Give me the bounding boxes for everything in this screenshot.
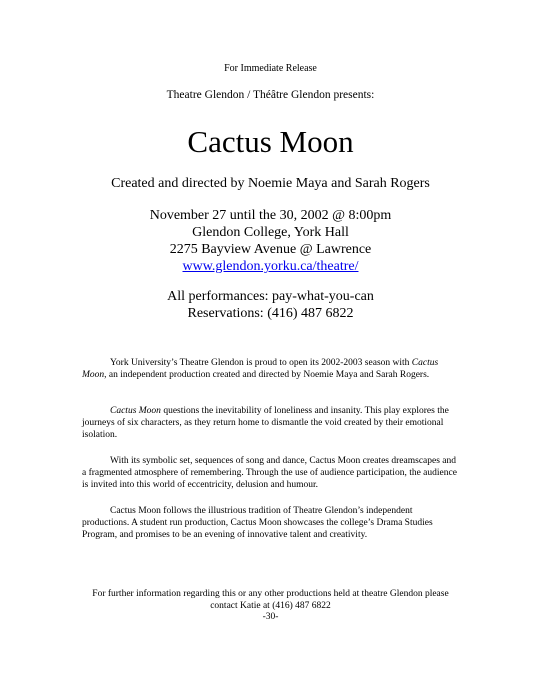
event-dates: November 27 until the 30, 2002 @ 8:00pm bbox=[149, 208, 392, 223]
release-label: For Immediate Release bbox=[224, 63, 317, 74]
credits-line: Created and directed by Noemie Maya and Sarah Rogers bbox=[111, 176, 430, 191]
footer-contact bbox=[0, 588, 541, 612]
p1-text-a: York University’s Theatre Glendon is proud to open its 2002-2003 season with bbox=[110, 358, 412, 368]
footer-line-2: contact Katie at (416) 487 6822 bbox=[210, 601, 331, 611]
end-marker: -30- bbox=[262, 612, 279, 622]
event-details bbox=[0, 207, 541, 275]
reservations-line: Reservations: (416) 487 6822 bbox=[187, 306, 354, 321]
presenter-line: Theatre Glendon / Théâtre Glendon presents: bbox=[166, 89, 375, 101]
body-paragraph-1 bbox=[82, 357, 462, 381]
p2-text: questions the inevitability of loneliness and insanity. This play explores the journeys of six characters, as they return home to dismantle the void created by their emotional isolation. bbox=[82, 406, 449, 440]
body-paragraph-4: Cactus Moon follows the illustrious tradition of Theatre Glendon’s independent productions. A student run production, Cactus Moon showcases the college’s Drama Studies Program, and promises to be an evening of innovative talent and creativity. bbox=[82, 506, 433, 540]
body-paragraph-2 bbox=[82, 405, 462, 441]
event-address: 2275 Bayview Avenue @ Lawrence bbox=[169, 242, 372, 257]
footer-line-1: For further information regarding this or any other productions held at theatre Glendon please bbox=[92, 589, 449, 599]
performance-info bbox=[0, 288, 541, 322]
p1-title-italic: Cactus Moon bbox=[82, 358, 439, 380]
p2-title-italic: Cactus Moon bbox=[110, 406, 161, 416]
event-venue: Glendon College, York Hall bbox=[192, 225, 349, 240]
pricing-line: All performances: pay-what-you-can bbox=[167, 289, 374, 304]
body-paragraph-3: With its symbolic set, sequences of song and dance, Cactus Moon creates dreamscapes and a fragmented atmosphere of remembering. Through the use of audience participation, the audience is invited into this world of eccentricity, delusion and humour. bbox=[82, 456, 457, 490]
page-title: Cactus Moon bbox=[187, 124, 354, 159]
theatre-website-link[interactable]: www.glendon.yorku.ca/theatre/ bbox=[182, 259, 359, 274]
p1-text-b: , an independent production created and directed by Noemie Maya and Sarah Rogers. bbox=[104, 370, 430, 380]
